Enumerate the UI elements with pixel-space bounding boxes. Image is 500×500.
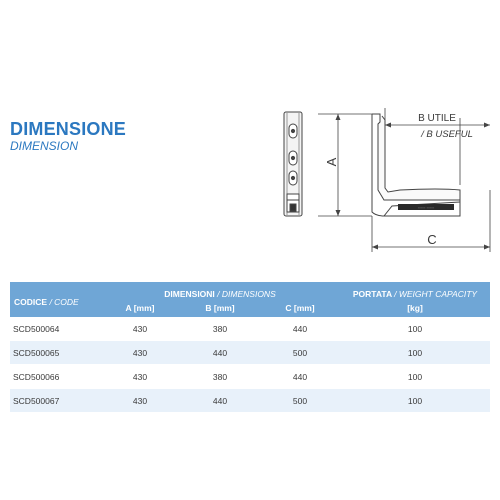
label-b-utile: B UTILE (418, 113, 456, 124)
header-portata: PORTATA / WEIGHT CAPACITY (340, 282, 490, 301)
table-row (10, 341, 490, 365)
table-row (10, 389, 490, 413)
table-header-row (10, 282, 490, 301)
cell-b: 440 (180, 389, 260, 413)
cell-c: 500 (260, 389, 340, 413)
header-col-a: A [mm] (100, 301, 180, 317)
cell-c: 440 (260, 317, 340, 341)
cell-kg: 100 (340, 317, 490, 341)
page-title: DIMENSIONE (10, 119, 127, 139)
label-a: A (324, 157, 339, 167)
page-subtitle: DIMENSION (10, 139, 79, 153)
label-b-useful: / B USEFUL (421, 129, 473, 140)
cell-a: 430 (100, 389, 180, 413)
svg-text:····· ·····: ····· ····· (417, 205, 435, 210)
table-row (10, 317, 490, 341)
header-codice: CODICE / CODE (10, 282, 100, 317)
cell-kg: 100 (340, 389, 490, 413)
cell-code: SCD500066 (10, 365, 100, 389)
header-col-kg: [kg] (340, 301, 490, 317)
cell-a: 430 (100, 341, 180, 365)
cell-code: SCD500065 (10, 341, 100, 365)
cell-kg: 100 (340, 365, 490, 389)
header-col-c: C [mm] (260, 301, 340, 317)
cell-kg: 100 (340, 341, 490, 365)
table-row (10, 365, 490, 389)
cell-code: SCD500064 (10, 317, 100, 341)
cell-b: 380 (180, 317, 260, 341)
cell-c: 500 (260, 341, 340, 365)
cell-code: SCD500067 (10, 389, 100, 413)
cell-b: 440 (180, 341, 260, 365)
header-col-b: B [mm] (180, 301, 260, 317)
rail-front-view (284, 112, 302, 216)
spec-table (10, 282, 490, 413)
cell-c: 440 (260, 365, 340, 389)
cell-a: 430 (100, 365, 180, 389)
header-dimensioni: DIMENSIONI / DIMENSIONS (100, 282, 340, 301)
cell-a: 430 (100, 317, 180, 341)
label-c: C (427, 232, 437, 247)
cell-b: 380 (180, 365, 260, 389)
